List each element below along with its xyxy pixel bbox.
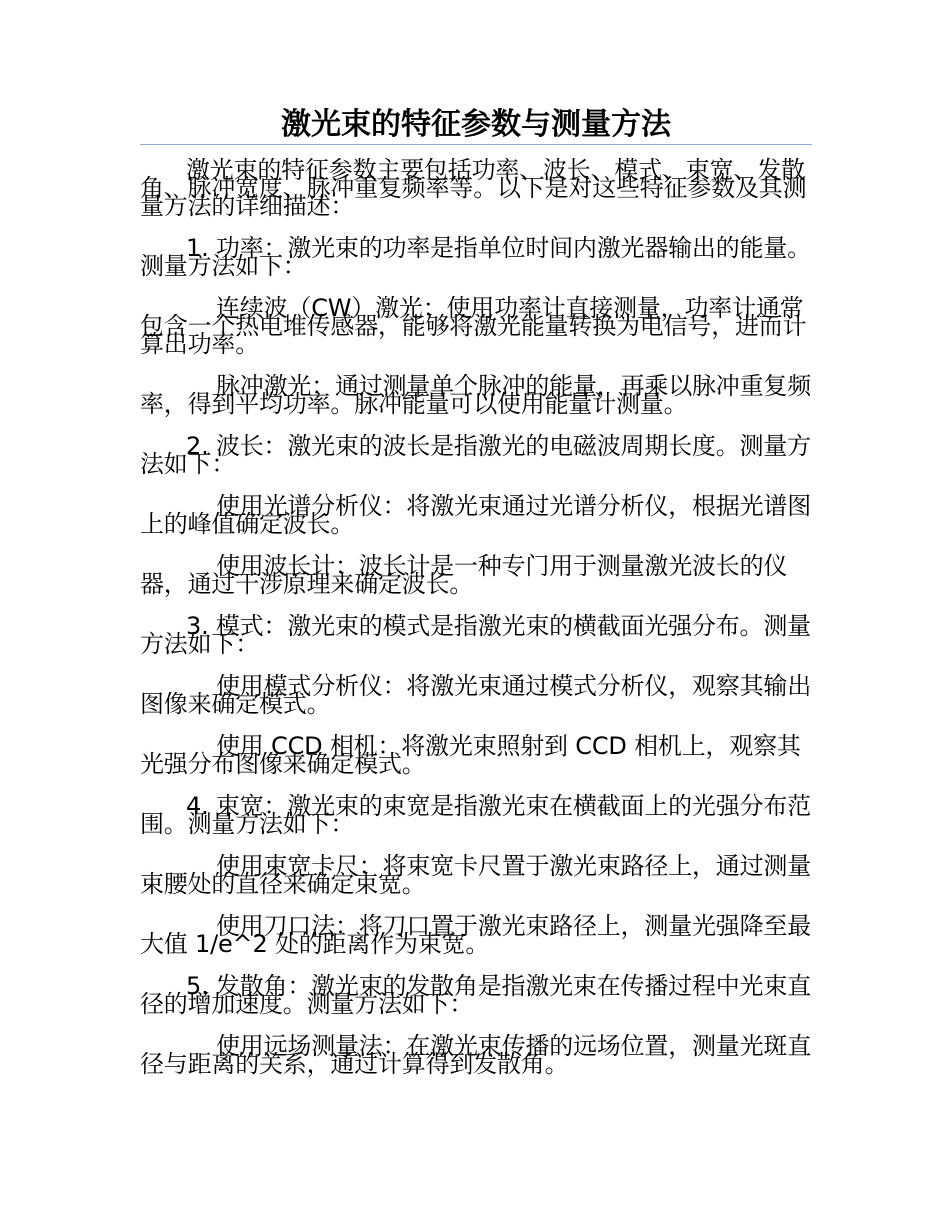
document-page [140,100,812,1095]
section-mode: 3. 模式：激光束的模式是指激光束的横截面光强分布。测量方法如下： [140,612,811,658]
method-far-field: 使用远场测量法：在激光束传播的远场位置，测量光斑直径与距离的关系，通过计算得到发散角。 [140,1032,811,1078]
method-knife-edge: 使用刀口法：将刀口置于激光束路径上，测量光强降至最大值 1/e^2 处的距离作为束宽。 [140,912,811,958]
method-ccd-camera: 使用 CCD 相机：将激光束照射到 CCD 相机上，观察其光强分布图像来确定模式。 [140,732,801,778]
section-power: 1. 功率：激光束的功率是指单位时间内激光器输出的能量。测量方法如下： [140,234,811,280]
method-cw-laser: 连续波（CW）激光：使用功率计直接测量，功率计通常包含一个热电堆传感器，能够将激光能量转换为电信号，进而计算出功率。 [140,294,807,358]
method-beam-caliper: 使用束宽卡尺：将束宽卡尺置于激光束路径上，通过测量束腰处的直径来确定束宽。 [140,852,811,898]
section-beam-width: 4. 束宽：激光束的束宽是指激光束在横截面上的光强分布范围。测量方法如下： [140,792,811,838]
method-pulsed-laser: 脉冲激光：通过测量单个脉冲的能量，再乘以脉冲重复频率，得到平均功率。脉冲能量可以使用能量计测量。 [140,372,811,418]
title-underline [140,144,812,145]
intro-paragraph: 激光束的特征参数主要包括功率、波长、模式、束宽、发散角、脉冲宽度、脉冲重复频率等。以下是对这些特征参数及其测量方法的详细描述： [140,156,807,220]
document-title: 激光束的特征参数与测量方法 [281,107,671,142]
method-spectrum-analyzer: 使用光谱分析仪：将激光束通过光谱分析仪，根据光谱图上的峰值确定波长。 [140,492,811,538]
method-mode-analyzer: 使用模式分析仪：将激光束通过模式分析仪，观察其输出图像来确定模式。 [140,672,811,718]
method-wavemeter: 使用波长计：波长计是一种专门用于测量激光波长的仪器，通过干涉原理来确定波长。 [140,552,788,598]
section-wavelength: 2. 波长：激光束的波长是指激光的电磁波周期长度。测量方法如下： [140,432,811,478]
section-divergence: 5. 发散角：激光束的发散角是指激光束在传播过程中光束直径的增加速度。测量方法如下： [140,972,811,1018]
